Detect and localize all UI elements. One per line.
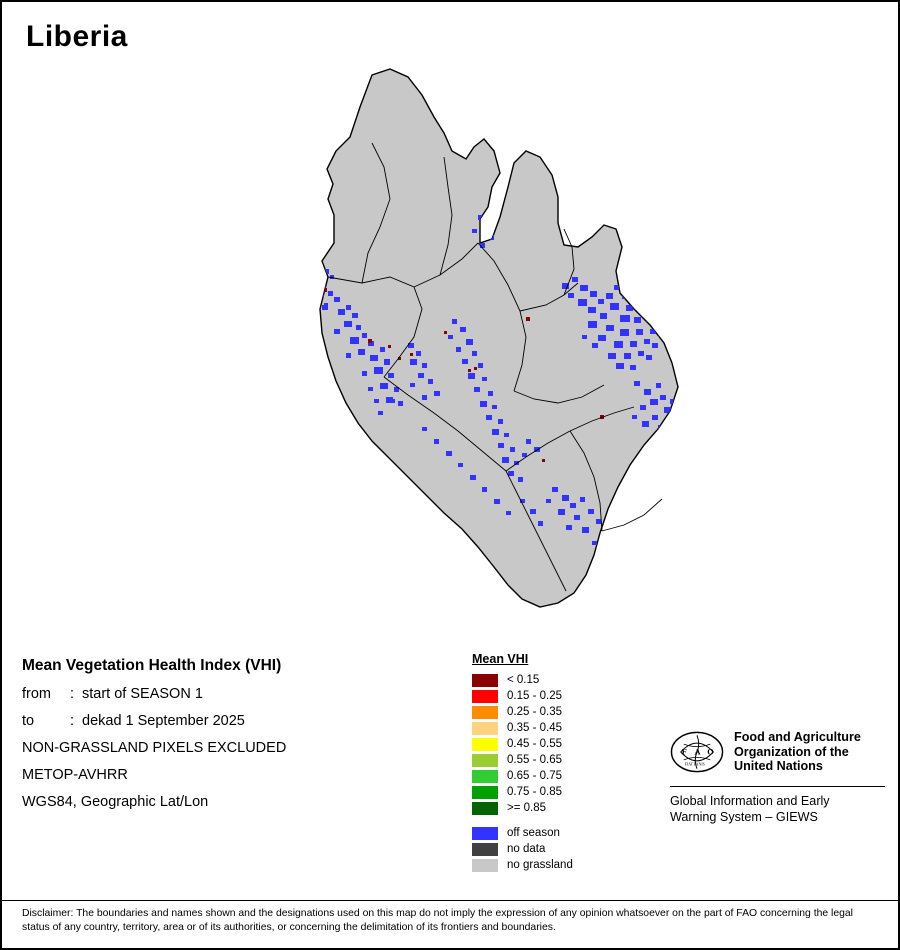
- legend-item-nograssland: [472, 857, 662, 873]
- legend-label: 0.75 - 0.85: [507, 785, 562, 798]
- legend-item: [472, 768, 662, 784]
- disclaimer-divider: [2, 900, 898, 901]
- legend-label: 0.25 - 0.35: [507, 705, 562, 718]
- caption-to-row: [22, 713, 442, 729]
- caption-note-sensor: METOP-AVHRR: [22, 767, 128, 783]
- from-label: from: [22, 686, 51, 702]
- fao-divider: [670, 786, 885, 787]
- legend-swatch: [472, 786, 498, 799]
- legend-swatch: [472, 674, 498, 687]
- legend-swatch: [472, 802, 498, 815]
- legend-item: [472, 672, 662, 688]
- caption-note-projection: WGS84, Geographic Lat/Lon: [22, 794, 209, 810]
- to-label: to: [22, 713, 35, 729]
- disclaimer-text: Disclaimer: The boundaries and names shown and the designations used on this map do not imply the expression of any opinion whatsoever on the part of FAO concerning the legal status of any country, territory, area or of its authorities, or concerning the delimitation of its frontiers and boundaries.: [22, 908, 853, 933]
- legend-swatch: [472, 770, 498, 783]
- legend-swatch: [472, 706, 498, 719]
- legend-item: [472, 800, 662, 816]
- legend-spacer: [472, 816, 662, 825]
- caption-from-row: [22, 686, 442, 702]
- legend-title: Mean VHI: [472, 652, 529, 666]
- legend: [472, 652, 662, 873]
- page-title: Liberia: [26, 20, 128, 53]
- legend-item-offseason: [472, 825, 662, 841]
- giews-label: [670, 794, 885, 825]
- fao-name-line3: United Nations: [734, 759, 823, 774]
- legend-swatch: [472, 843, 498, 856]
- legend-item: [472, 784, 662, 800]
- giews-line1: Global Information and Early: [670, 794, 830, 808]
- svg-text:F: F: [681, 747, 687, 757]
- legend-label: off season: [507, 826, 560, 839]
- legend-label: 0.45 - 0.55: [507, 737, 562, 750]
- fao-logo-icon: [670, 727, 724, 777]
- legend-label: no data: [507, 842, 546, 855]
- fao-branding: [670, 727, 885, 825]
- caption-heading: Mean Vegetation Health Index (VHI): [22, 657, 282, 674]
- giews-line2: Warning System – GIEWS: [670, 809, 818, 824]
- legend-item: [472, 704, 662, 720]
- from-colon: :: [70, 686, 75, 702]
- legend-label: < 0.15: [507, 673, 540, 686]
- from-value: start of SEASON 1: [82, 686, 203, 702]
- svg-text:A: A: [694, 747, 701, 757]
- fao-organization-name: [734, 730, 861, 774]
- legend-label: 0.55 - 0.65: [507, 753, 562, 766]
- country-landmass: [320, 69, 678, 607]
- fao-name-line2: Organization of the: [734, 744, 849, 759]
- legend-swatch: [472, 754, 498, 767]
- liberia-map[interactable]: [122, 47, 782, 637]
- legend-label: 0.35 - 0.45: [507, 721, 562, 734]
- caption-block: [22, 657, 442, 821]
- legend-label: no grassland: [507, 858, 573, 871]
- legend-swatch: [472, 738, 498, 751]
- legend-swatch: [472, 859, 498, 872]
- fao-header: [670, 727, 885, 777]
- legend-label: >= 0.85: [507, 801, 547, 814]
- caption-note-pixels: NON-GRASSLAND PIXELS EXCLUDED: [22, 740, 287, 756]
- legend-item-nodata: [472, 841, 662, 857]
- fao-name-line1: Food and Agriculture: [734, 730, 861, 745]
- legend-item: [472, 752, 662, 768]
- legend-item: [472, 688, 662, 704]
- legend-label: 0.65 - 0.75: [507, 769, 562, 782]
- svg-text:FIAT PANIS: FIAT PANIS: [684, 762, 705, 767]
- map-canvas[interactable]: [122, 47, 782, 637]
- svg-text:O: O: [707, 747, 714, 757]
- legend-item: [472, 720, 662, 736]
- to-colon: :: [70, 713, 75, 729]
- legend-swatch: [472, 690, 498, 703]
- legend-swatch: [472, 827, 498, 840]
- legend-item: [472, 736, 662, 752]
- legend-swatch: [472, 722, 498, 735]
- to-value: dekad 1 September 2025: [82, 713, 245, 729]
- legend-label: 0.15 - 0.25: [507, 689, 562, 702]
